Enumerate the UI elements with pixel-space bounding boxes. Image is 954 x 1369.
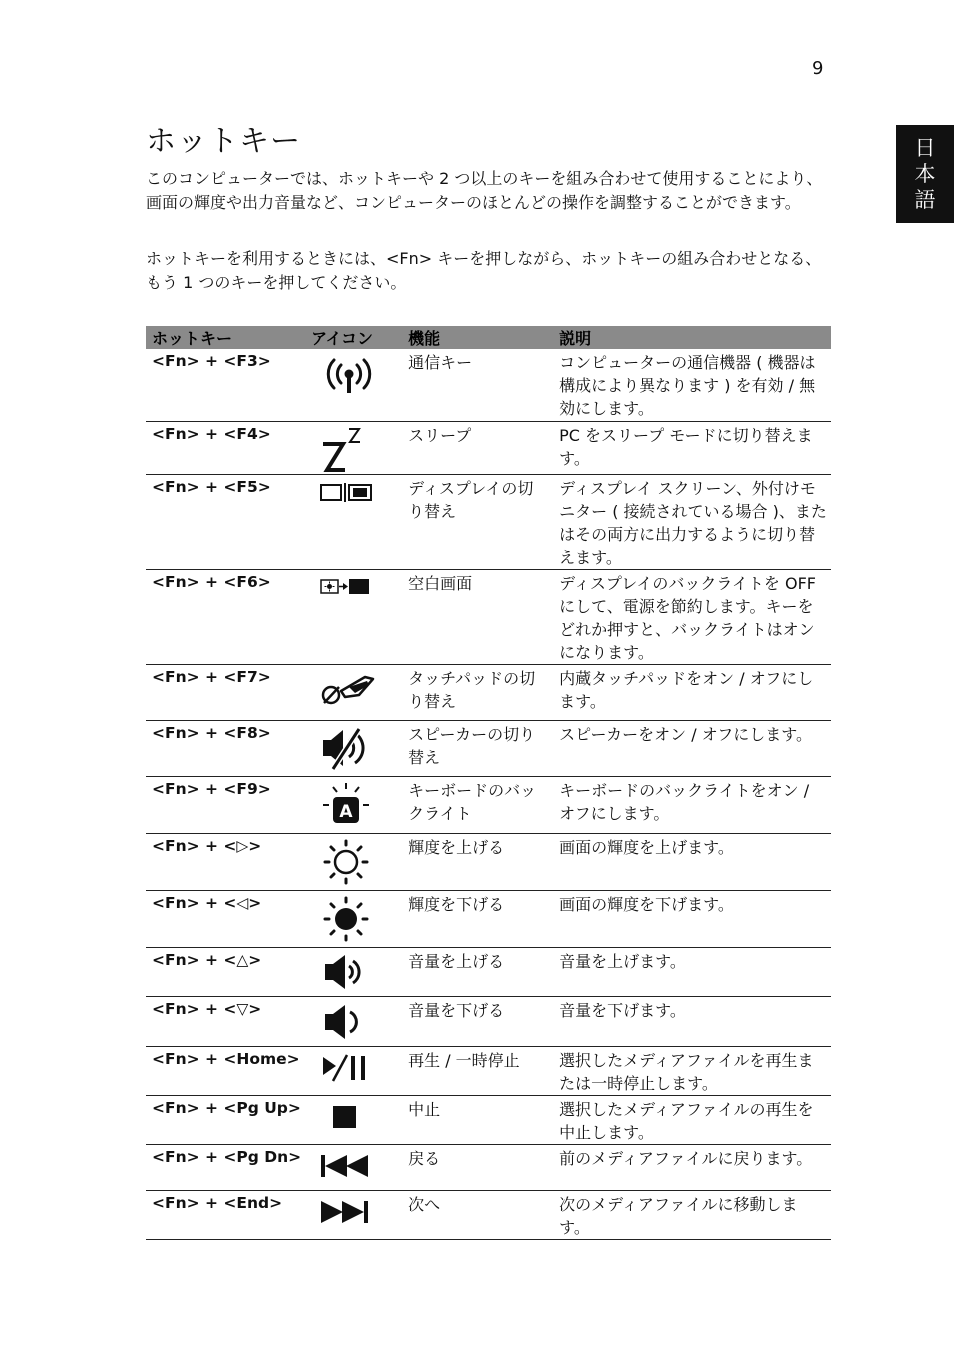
display-toggle-icon xyxy=(319,479,379,505)
icon-cell xyxy=(305,569,402,664)
function-cell: 音量を下げる xyxy=(402,996,553,1046)
page-number: 9 xyxy=(812,58,824,79)
keyboard-backlight-icon xyxy=(319,781,379,829)
description-cell: 選択したメディアファイルの再生を中止します。 xyxy=(553,1095,831,1144)
stop-icon xyxy=(319,1100,379,1132)
icon-cell xyxy=(305,349,402,421)
function-cell: 通信キー xyxy=(402,349,553,421)
description-cell: 音量を上げます。 xyxy=(553,947,831,996)
function-cell: スリープ xyxy=(402,421,553,474)
touchpad-toggle-icon xyxy=(319,669,379,709)
hotkey-cell: <Fn> + <F9> xyxy=(146,776,305,833)
intro-paragraph: このコンピューターでは、ホットキーや 2 つ以上のキーを組み合わせて使用することにより、画面の輝度や出力音量など、コンピューターのほとんどの操作を調整することができます。 xyxy=(146,169,823,212)
table-row xyxy=(146,1190,831,1239)
header-hotkey: ホットキー xyxy=(146,326,305,349)
function-cell: 次へ xyxy=(402,1190,553,1239)
hotkey-cell: <Fn> + <▷> xyxy=(146,833,305,890)
table-row xyxy=(146,1095,831,1144)
icon-cell xyxy=(305,1095,402,1144)
table-row xyxy=(146,421,831,474)
icon-cell xyxy=(305,833,402,890)
description-cell: PC をスリープ モードに切り替えます。 xyxy=(553,421,831,474)
description-cell: 選択したメディアファイルを再生または一時停止します。 xyxy=(553,1046,831,1095)
function-cell: スピーカーの切り替え xyxy=(402,720,553,776)
icon-cell xyxy=(305,1190,402,1239)
table-row xyxy=(146,833,831,890)
description-cell: コンピューターの通信機器 ( 機器は構成により異なります ) を有効 / 無効にします。 xyxy=(553,349,831,421)
brightness-up-icon xyxy=(319,838,379,886)
language-tab-char: 本 xyxy=(914,162,936,186)
hotkey-cell: <Fn> + <Home> xyxy=(146,1046,305,1095)
description-cell: 内蔵タッチパッドをオン / オフにします。 xyxy=(553,664,831,720)
table-row xyxy=(146,664,831,720)
function-cell: 空白画面 xyxy=(402,569,553,664)
function-cell: ディスプレイの切り替え xyxy=(402,474,553,569)
language-tab-char: 語 xyxy=(914,188,936,212)
description-cell: キーボードのバックライトをオン / オフにします。 xyxy=(553,776,831,833)
function-cell: 再生 / 一時停止 xyxy=(402,1046,553,1095)
screen-blank-icon xyxy=(319,574,379,600)
page-title: ホットキー xyxy=(146,124,301,159)
hotkey-cell: <Fn> + <F3> xyxy=(146,349,305,421)
hotkey-cell: <Fn> + <◁> xyxy=(146,890,305,947)
function-cell: 戻る xyxy=(402,1144,553,1190)
hotkey-cell: <Fn> + <F5> xyxy=(146,474,305,569)
table-row xyxy=(146,569,831,664)
play-pause-icon xyxy=(319,1051,379,1085)
icon-cell xyxy=(305,664,402,720)
description-cell: ディスプレイのバックライトを OFF にして、電源を節約します。キーをどれか押すと、バックライトはオンになります。 xyxy=(553,569,831,664)
previous-track-icon xyxy=(319,1149,379,1181)
icon-cell xyxy=(305,996,402,1046)
function-cell: キーボードのバックライト xyxy=(402,776,553,833)
table-row xyxy=(146,474,831,569)
table-row xyxy=(146,1046,831,1095)
hotkey-cell: <Fn> + <F6> xyxy=(146,569,305,664)
hotkey-cell: <Fn> + <F4> xyxy=(146,421,305,474)
description-cell: 音量を下げます。 xyxy=(553,996,831,1046)
hotkey-cell: <Fn> + <F7> xyxy=(146,664,305,720)
table-header-row xyxy=(146,326,831,349)
hotkey-cell: <Fn> + <Pg Up> xyxy=(146,1095,305,1144)
brightness-down-icon xyxy=(319,895,379,943)
usage-paragraph: ホットキーを利用するときには、<Fn> キーを押しながら、ホットキーの組み合わせとなる、もう 1 つのキーを押してください。 xyxy=(146,249,822,292)
description-cell: 次のメディアファイルに移動します。 xyxy=(553,1190,831,1239)
description-cell: 前のメディアファイルに戻ります。 xyxy=(553,1144,831,1190)
icon-cell xyxy=(305,776,402,833)
volume-up-icon xyxy=(319,952,379,992)
function-cell: 中止 xyxy=(402,1095,553,1144)
table-row xyxy=(146,776,831,833)
table-row xyxy=(146,349,831,421)
function-cell: 輝度を上げる xyxy=(402,833,553,890)
language-tab xyxy=(896,125,954,223)
description-cell: 画面の輝度を下げます。 xyxy=(553,890,831,947)
language-tab-char: 日 xyxy=(914,136,936,160)
function-cell: タッチパッドの切り替え xyxy=(402,664,553,720)
header-description: 説明 xyxy=(553,326,831,349)
hotkey-cell: <Fn> + <Pg Dn> xyxy=(146,1144,305,1190)
icon-cell xyxy=(305,947,402,996)
hotkey-cell: <Fn> + <▽> xyxy=(146,996,305,1046)
table-row xyxy=(146,996,831,1046)
svg-text:A: A xyxy=(339,801,353,822)
speaker-mute-icon xyxy=(319,725,379,771)
hotkey-cell: <Fn> + <End> xyxy=(146,1190,305,1239)
header-icon: アイコン xyxy=(305,326,402,349)
function-cell: 音量を上げる xyxy=(402,947,553,996)
description-cell: ディスプレイ スクリーン、外付けモニター ( 接続されている場合 )、またはその両方に出力するように切り替えます。 xyxy=(553,474,831,569)
hotkey-cell: <Fn> + <F8> xyxy=(146,720,305,776)
volume-down-icon xyxy=(319,1001,379,1043)
icon-cell xyxy=(305,421,402,474)
table-row xyxy=(146,720,831,776)
header-function: 機能 xyxy=(402,326,553,349)
hotkey-table xyxy=(146,326,831,1240)
wireless-communication-icon xyxy=(319,353,379,399)
hotkey-cell: <Fn> + <△> xyxy=(146,947,305,996)
icon-cell xyxy=(305,474,402,569)
description-cell: 画面の輝度を上げます。 xyxy=(553,833,831,890)
function-cell: 輝度を下げる xyxy=(402,890,553,947)
icon-cell xyxy=(305,890,402,947)
table-row xyxy=(146,890,831,947)
table-row xyxy=(146,947,831,996)
description-cell: スピーカーをオン / オフにします。 xyxy=(553,720,831,776)
icon-cell xyxy=(305,1046,402,1095)
next-track-icon xyxy=(319,1195,379,1227)
icon-cell xyxy=(305,1144,402,1190)
sleep-icon xyxy=(319,426,379,474)
icon-cell xyxy=(305,720,402,776)
table-row xyxy=(146,1144,831,1190)
